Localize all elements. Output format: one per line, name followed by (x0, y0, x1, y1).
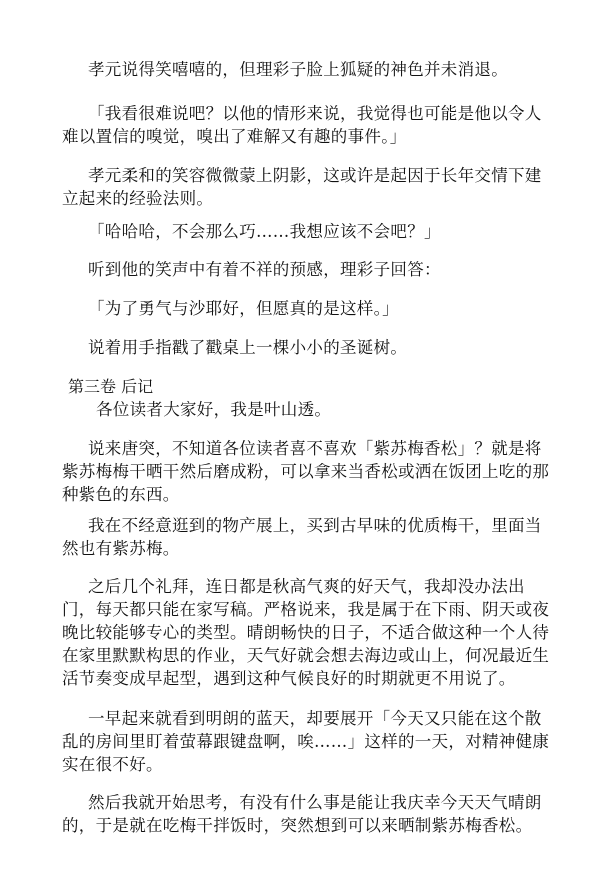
text-line: 一早起来就看到明朗的蓝天，却要展开「今天又只能在这个散 (88, 709, 542, 728)
text-line: 活节奏变成早起型，遇到这种气候良好的时期就更不用说了。 (62, 669, 516, 688)
text-line: 晚比较能够专心的类型。晴朗畅快的日子，不适合做这种一个人待 (62, 623, 550, 642)
text-line: 孝元说得笑嘻嘻的，但理彩子脸上狐疑的神色并未消退。 (88, 60, 508, 79)
paragraph (88, 58, 508, 81)
paragraph (88, 258, 441, 281)
text-line: 在家里默默构思的作业，天气好就会想去海边或山上，何况最近生 (62, 646, 550, 665)
text-line: 的，于是就在吃梅干拌饭时，突然想到可以来晒制紫苏梅香松。 (62, 816, 533, 835)
text-line: 「我看很难说吧？以他的情形来说，我觉得也可能是他以令人 (88, 104, 542, 123)
text-line: 我在不经意逛到的物产展上，买到古早味的优质梅干，里面当 (88, 516, 542, 535)
text-line: 然也有紫苏梅。 (62, 539, 180, 558)
paragraph (62, 514, 542, 560)
text-line: 难以置信的嗅觉，嗅出了难解又有趣的事件。」 (62, 127, 407, 146)
text-line: 立起来的经验法则。 (62, 189, 214, 208)
text-line: 之后几个礼拜，连日都是秋高气爽的好天气，我却没办法出 (88, 577, 525, 596)
text-line: 门，每天都只能在家写稿。严格说来，我是属于在下雨、阴天或夜 (62, 600, 550, 619)
paragraph (62, 102, 542, 148)
paragraph (96, 398, 331, 421)
paragraph (62, 707, 575, 776)
text-line: 说来唐突，不知道各位读者喜不喜欢「紫苏梅香松」？就是将 (88, 439, 542, 458)
text-line: 听到他的笑声中有着不祥的预感，理彩子回答： (88, 260, 441, 279)
text-line: 实在很不好。 (62, 755, 163, 774)
text-line: 「为了勇气与沙耶好，但愿真的是这样。」 (88, 299, 399, 318)
text-line: 种紫色的东西。 (62, 485, 180, 504)
text-line: 乱的房间里盯着萤幕跟键盘啊，唉……」这样的一天，对精神健康 (62, 732, 550, 751)
paragraph (62, 575, 575, 690)
text-line: 孝元柔和的笑容微微蒙上阴影，这或许是起因于长年交情下建 (88, 166, 542, 185)
paragraph (88, 336, 407, 359)
text-line: 「哈哈哈，不会那么巧……我想应该不会吧？」 (88, 222, 441, 241)
text-line: 紫苏梅梅干晒干然后磨成粉，可以拿来当香松或洒在饭团上吃的那 (62, 462, 550, 481)
paragraph (88, 220, 441, 243)
text-line: 说着用手指戳了戳桌上一棵小小的圣诞树。 (88, 338, 408, 357)
paragraph (62, 437, 575, 506)
paragraph (62, 164, 542, 210)
text-line: 各位读者大家好，我是叶山透。 (96, 400, 332, 419)
paragraph (62, 791, 558, 837)
section-heading: 第三卷 后记 (68, 377, 154, 396)
text-line: 然后我就开始思考，有没有什么事是能让我庆幸今天天气晴朗 (88, 793, 542, 812)
paragraph (88, 297, 399, 320)
